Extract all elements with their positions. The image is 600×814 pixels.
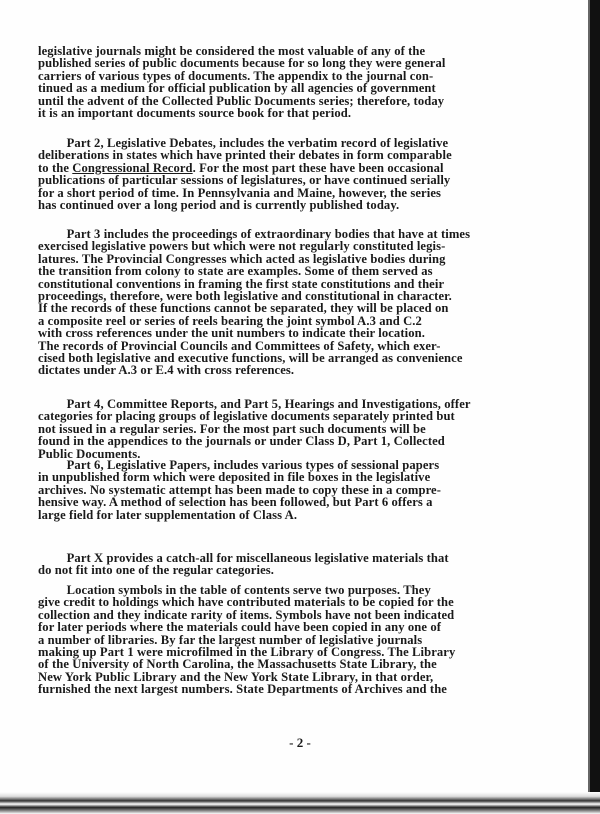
text-line: not issued in a regular series. For the most part such documents will be — [38, 421, 426, 436]
text-line: published series of public documents because for so long they were general — [38, 56, 446, 71]
text-line: collection and they indicate rarity of items. Symbols have not been indicated — [38, 607, 455, 622]
text-line: the transition from colony to state are examples. Some of them served as — [38, 264, 433, 279]
text-line: cised both legislative and executive functions, will be arranged as convenience — [38, 351, 463, 366]
text-line: with cross references under the unit numbers to indicate their location. — [38, 326, 425, 341]
paragraph-part-3 — [38, 228, 470, 377]
scan-edge-right — [590, 0, 600, 814]
paragraph-journals — [38, 45, 445, 119]
text-line: Location symbols in the table of contents serve two purposes. They — [38, 583, 431, 597]
text-line: publications of particular sessions of legislatures, or have continued serially — [38, 173, 451, 188]
text-line: has continued over a long period and is currently published today. — [38, 198, 400, 213]
text-line: deliberations in states which have printed their debates in form comparable — [38, 148, 452, 163]
text-line: making up Part 1 were microfilmed in the Library of Congress. The Library — [38, 645, 456, 660]
text-line: If the records of these functions cannot be separated, they will be placed on — [38, 301, 449, 316]
text-line: large field for later supplementation of Class A. — [38, 507, 298, 522]
text-line: categories for placing groups of legislative documents separately printed but — [38, 409, 455, 424]
text-line: hensive way. A method of selection has been followed, but Part 6 offers a — [38, 495, 433, 510]
text-line: for a short period of time. In Pennsylvania and Maine, however, the series — [38, 185, 442, 200]
text-line: The records of Provincial Councils and Committees of Safety, which exer- — [38, 338, 441, 353]
text-line: archives. No systematic attempt has been made to copy these in a compre- — [38, 482, 442, 497]
text-line: in unpublished form which were deposited in file boxes in the legislative — [38, 470, 431, 485]
text-line: legislative journals might be considered the most valuable of any of the — [38, 44, 426, 58]
text-line: for later periods where the materials could have been copied in any one of — [38, 620, 442, 635]
text-line: Part X provides a catch-all for miscellaneous legislative materials that — [38, 551, 449, 565]
text-line: New York Public Library and the New York State Library, in that order, — [38, 669, 434, 684]
text-line: Part 6, Legislative Papers, includes various types of sessional papers — [38, 458, 440, 472]
underlined-title: Congressional Record — [72, 160, 193, 175]
text-line: a number of libraries. By far the largest number of legislative journals — [38, 632, 423, 647]
paragraph-location-symbols — [38, 584, 455, 696]
text-line: exercised legislative powers but which were not regularly constituted legis- — [38, 239, 446, 254]
text-line: of the University of North Carolina, the Massachusetts State Library, the — [38, 657, 437, 672]
text-line: Part 4, Committee Reports, and Part 5, Hearings and Investigations, offer — [38, 397, 471, 411]
text-line: a composite reel or series of reels bearing the joint symbol A.3 and C.2 — [38, 313, 422, 328]
text-line: to the Congressional Record. For the most part these have been occasional — [38, 160, 444, 175]
paragraph-part-6 — [38, 459, 441, 521]
text-line: carriers of various types of documents. The appendix to the journal con- — [38, 68, 434, 83]
text-line: Part 2, Legislative Debates, includes the verbatim record of legislative — [38, 136, 449, 150]
scan-edge-bottom — [0, 792, 600, 814]
text-line: do not fit into one of the regular categories. — [38, 563, 275, 578]
text-line: constitutional conventions in framing the first state constitutions and their — [38, 276, 445, 291]
text-line: tinued as a medium for official publication by all agencies of government — [38, 81, 436, 96]
text-line: latures. The Provincial Congresses which acted as legislative bodies during — [38, 251, 446, 266]
page-number: - 2 - — [289, 735, 311, 750]
paragraph-part-x — [38, 552, 449, 577]
paragraph-part-2 — [38, 137, 452, 211]
text-line: found in the appendices to the journals or under Class D, Part 1, Collected — [38, 434, 445, 449]
text-line: until the advent of the Collected Public Documents series; therefore, today — [38, 93, 445, 108]
text-line: it is an important documents source book for that period. — [38, 106, 352, 121]
text-line: Public Documents. — [38, 446, 141, 461]
text-line: Part 3 includes the proceedings of extraordinary bodies that have at times — [38, 227, 471, 241]
text-line: give credit to holdings which have contributed materials to be copied for the — [38, 595, 454, 610]
text-line: dictates under A.3 or E.4 with cross references. — [38, 363, 295, 378]
text-line: furnished the next largest numbers. State Departments of Archives and the — [38, 682, 447, 697]
text-line: proceedings, therefore, were both legislative and constitutional in character. — [38, 289, 452, 304]
paragraph-part-4-5 — [38, 398, 471, 460]
